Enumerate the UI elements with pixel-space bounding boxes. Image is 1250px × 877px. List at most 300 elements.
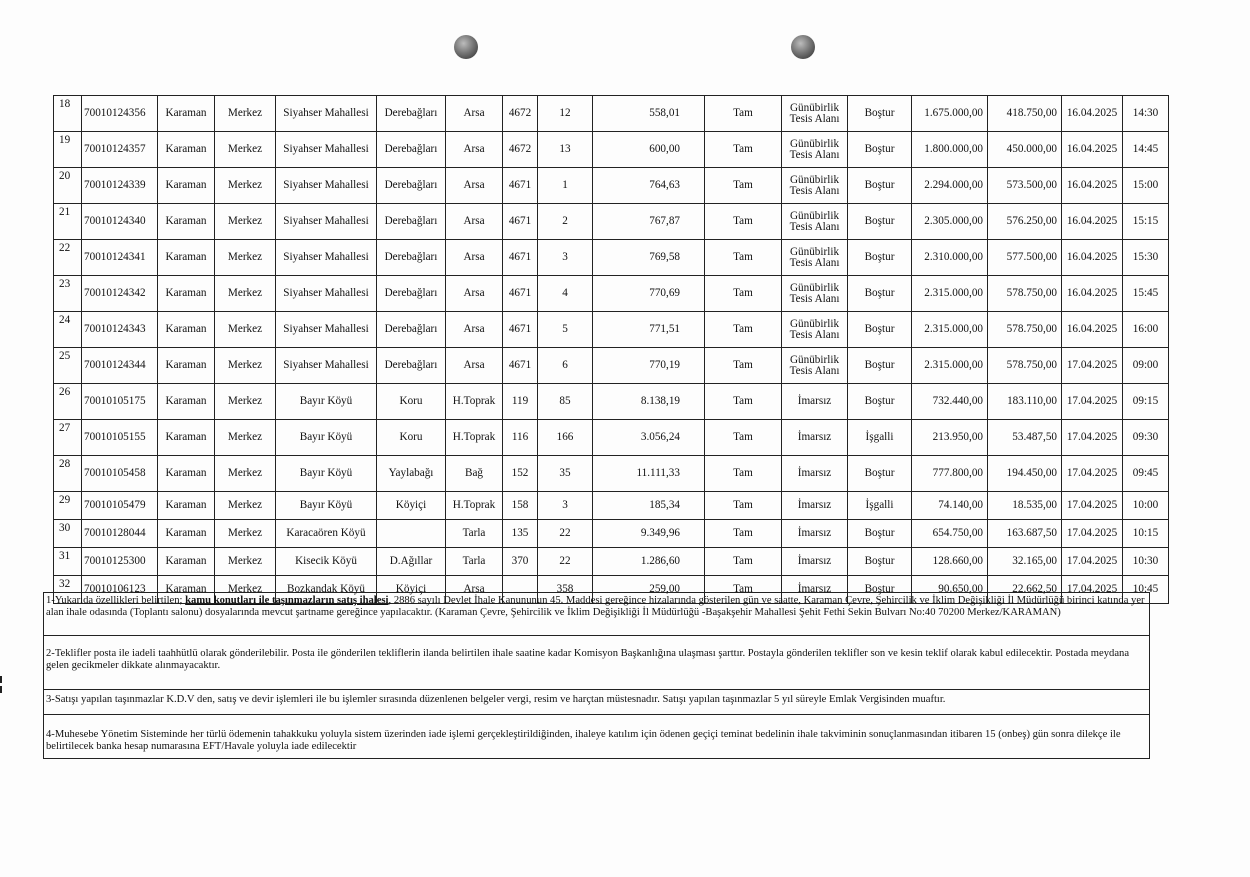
block-number-cell: 4672 (503, 132, 538, 168)
status-cell: Boştur (848, 576, 912, 604)
note-1-text: , 2886 sayılı Devlet İhale Kanununun 45. Maddesi gereğince hizalarında gösterilen gün ve saatte, Karaman Çevre, Şehircilik ve İklim Değişikliği İl Müdürlüğü birinci katında yer alan ihale odasında (Toplantı salonu) dosyalarında mevcut şartname gereğince yapılacaktır. (Karaman Çevre, Şehircilik ve İklim Değişikliği İl Müdürlüğü -Başakşehir Mahallesi Şehit Fethi Sekin Bulvarı No:40 70200 Merkez/KARAMAN) (46, 595, 1145, 618)
share-cell: Tam (705, 276, 782, 312)
row-number-cell: 25 (54, 348, 82, 384)
status-cell: Boştur (848, 312, 912, 348)
property-type-cell: Arsa (446, 576, 503, 604)
auction-date-cell: 17.04.2025 (1062, 456, 1123, 492)
table-row (54, 312, 1169, 348)
share-cell: Tam (705, 548, 782, 576)
table-row (54, 520, 1169, 548)
province-cell: Karaman (158, 132, 215, 168)
area-cell: 770,69 (593, 276, 705, 312)
area-cell: 259,00 (593, 576, 705, 604)
parcel-number-cell: 12 (538, 96, 593, 132)
neighbourhood-cell: Karacaören Köyü (276, 520, 377, 548)
zoning-line: İmarsız (797, 583, 832, 595)
share-cell: Tam (705, 492, 782, 520)
area-cell: 11.111,33 (593, 456, 705, 492)
deposit-cell: 578.750,00 (988, 276, 1062, 312)
registry-number-cell: 70010105175 (82, 384, 158, 420)
auction-notes (43, 592, 1150, 759)
table-row (54, 384, 1169, 420)
province-cell: Karaman (158, 168, 215, 204)
block-number-cell: 119 (503, 384, 538, 420)
registry-number-cell: 70010128044 (82, 520, 158, 548)
parcel-number-cell: 358 (538, 576, 593, 604)
registry-number-cell: 70010105479 (82, 492, 158, 520)
zoning-line: Günübirlik (789, 173, 840, 186)
table-row (54, 492, 1169, 520)
property-type-cell: Arsa (446, 132, 503, 168)
zoning-line: Tesis Alanı (789, 112, 840, 125)
zoning-cell (782, 548, 848, 576)
zoning-line: Günübirlik (789, 209, 840, 222)
auction-date-cell: 16.04.2025 (1062, 240, 1123, 276)
row-number-cell: 26 (54, 384, 82, 420)
share-cell: Tam (705, 384, 782, 420)
locality-cell: Derebağları (377, 132, 446, 168)
district-cell: Merkez (215, 520, 276, 548)
property-type-cell: Tarla (446, 520, 503, 548)
estimated-value-cell: 90.650,00 (912, 576, 988, 604)
parcel-number-cell: 4 (538, 276, 593, 312)
note-4: 4-Muhesebe Yönetim Sisteminde her türlü ödemenin tahakkuku yoluyla sistem üzerinden iade işlemi gerçekleştirildiğinden, ihaleye katılım için ödenen geçiçi teminat bedelinin ihale takviminin sonuçlanmasından itibaren 15 (onbeş) gün sonra dilekçe ile belirtilecek banka hesap numarasına EFT/Havale yoluyla iade edilecektir (44, 715, 1149, 759)
zoning-cell (782, 456, 848, 492)
locality-cell: Yaylabağı (377, 456, 446, 492)
status-cell: Boştur (848, 276, 912, 312)
zoning-line: Günübirlik (789, 101, 840, 114)
auction-time-cell: 10:45 (1123, 576, 1169, 604)
auction-time-cell: 15:30 (1123, 240, 1169, 276)
auction-time-cell: 14:30 (1123, 96, 1169, 132)
row-number-cell: 30 (54, 520, 82, 548)
neighbourhood-cell: Bayır Köyü (276, 456, 377, 492)
block-number-cell: 135 (503, 520, 538, 548)
neighbourhood-cell: Bayır Köyü (276, 384, 377, 420)
parcel-number-cell: 85 (538, 384, 593, 420)
zoning-cell (782, 204, 848, 240)
auction-time-cell: 16:00 (1123, 312, 1169, 348)
estimated-value-cell: 2.310.000,00 (912, 240, 988, 276)
auction-date-cell: 17.04.2025 (1062, 520, 1123, 548)
share-cell: Tam (705, 348, 782, 384)
deposit-cell: 573.500,00 (988, 168, 1062, 204)
district-cell: Merkez (215, 168, 276, 204)
parcel-number-cell: 35 (538, 456, 593, 492)
zoning-line: İmarsız (797, 431, 832, 443)
block-number-cell: 4671 (503, 276, 538, 312)
deposit-cell: 18.535,00 (988, 492, 1062, 520)
registry-number-cell: 70010124344 (82, 348, 158, 384)
neighbourhood-cell: Bozkandak Köyü (276, 576, 377, 604)
share-cell: Tam (705, 312, 782, 348)
estimated-value-cell: 128.660,00 (912, 548, 988, 576)
neighbourhood-cell: Siyahser Mahallesi (276, 276, 377, 312)
table-row (54, 240, 1169, 276)
province-cell: Karaman (158, 492, 215, 520)
parcel-number-cell: 13 (538, 132, 593, 168)
estimated-value-cell: 1.800.000,00 (912, 132, 988, 168)
row-number-cell: 31 (54, 548, 82, 576)
auction-date-cell: 16.04.2025 (1062, 312, 1123, 348)
district-cell: Merkez (215, 204, 276, 240)
locality-cell: Derebağları (377, 204, 446, 240)
zoning-cell (782, 348, 848, 384)
auction-date-cell: 16.04.2025 (1062, 168, 1123, 204)
zoning-line: Tesis Alanı (789, 292, 840, 305)
locality-cell: Derebağları (377, 348, 446, 384)
zoning-line: Tesis Alanı (789, 328, 840, 341)
scan-edge-mark (0, 686, 2, 693)
deposit-cell: 576.250,00 (988, 204, 1062, 240)
deposit-cell: 578.750,00 (988, 312, 1062, 348)
property-type-cell: Arsa (446, 96, 503, 132)
zoning-cell (782, 520, 848, 548)
district-cell: Merkez (215, 456, 276, 492)
locality-cell: Derebağları (377, 168, 446, 204)
zoning-line: Günübirlik (789, 137, 840, 150)
note-1-emphasis: kamu konutları ile taşınmazların satış ihalesi (185, 595, 389, 606)
row-number-cell: 29 (54, 492, 82, 520)
status-cell: Boştur (848, 520, 912, 548)
parcel-number-cell: 3 (538, 240, 593, 276)
area-cell: 1.286,60 (593, 548, 705, 576)
status-cell: Boştur (848, 348, 912, 384)
property-type-cell: Arsa (446, 240, 503, 276)
auction-date-cell: 17.04.2025 (1062, 548, 1123, 576)
estimated-value-cell: 2.315.000,00 (912, 276, 988, 312)
parcel-number-cell: 1 (538, 168, 593, 204)
deposit-cell: 578.750,00 (988, 348, 1062, 384)
district-cell: Merkez (215, 384, 276, 420)
district-cell: Merkez (215, 96, 276, 132)
status-cell: Boştur (848, 456, 912, 492)
province-cell: Karaman (158, 312, 215, 348)
auction-date-cell: 17.04.2025 (1062, 576, 1123, 604)
deposit-cell: 577.500,00 (988, 240, 1062, 276)
deposit-cell: 163.687,50 (988, 520, 1062, 548)
table-row (54, 168, 1169, 204)
locality-cell: Derebağları (377, 240, 446, 276)
zoning-line: Günübirlik (789, 317, 840, 330)
table-row (54, 276, 1169, 312)
status-cell: Boştur (848, 168, 912, 204)
property-type-cell: H.Toprak (446, 384, 503, 420)
auction-time-cell: 14:45 (1123, 132, 1169, 168)
row-number-cell: 18 (54, 96, 82, 132)
auction-time-cell: 10:00 (1123, 492, 1169, 520)
zoning-line: İmarsız (797, 467, 832, 479)
province-cell: Karaman (158, 420, 215, 456)
neighbourhood-cell: Siyahser Mahallesi (276, 204, 377, 240)
table-row (54, 204, 1169, 240)
locality-cell: Derebağları (377, 96, 446, 132)
share-cell: Tam (705, 96, 782, 132)
parcel-number-cell: 22 (538, 520, 593, 548)
property-type-cell: H.Toprak (446, 492, 503, 520)
area-cell: 9.349,96 (593, 520, 705, 548)
area-cell: 767,87 (593, 204, 705, 240)
zoning-line: Günübirlik (789, 353, 840, 366)
deposit-cell: 32.165,00 (988, 548, 1062, 576)
district-cell: Merkez (215, 132, 276, 168)
auction-time-cell: 09:45 (1123, 456, 1169, 492)
estimated-value-cell: 777.800,00 (912, 456, 988, 492)
row-number-cell: 32 (54, 576, 82, 604)
deposit-cell: 22.662,50 (988, 576, 1062, 604)
auction-date-cell: 16.04.2025 (1062, 132, 1123, 168)
status-cell: Boştur (848, 240, 912, 276)
auction-time-cell: 15:15 (1123, 204, 1169, 240)
estimated-value-cell: 213.950,00 (912, 420, 988, 456)
note-1 (44, 593, 1149, 636)
locality-cell: D.Ağıllar (377, 548, 446, 576)
auction-date-cell: 16.04.2025 (1062, 96, 1123, 132)
estimated-value-cell: 2.305.000,00 (912, 204, 988, 240)
punch-hole-right (791, 35, 815, 59)
share-cell: Tam (705, 132, 782, 168)
zoning-cell (782, 384, 848, 420)
deposit-cell: 450.000,00 (988, 132, 1062, 168)
status-cell: Boştur (848, 132, 912, 168)
district-cell: Merkez (215, 576, 276, 604)
status-cell: Boştur (848, 548, 912, 576)
block-number-cell: 116 (503, 420, 538, 456)
property-type-cell: Tarla (446, 548, 503, 576)
table-row (54, 420, 1169, 456)
scan-edge-mark (0, 676, 2, 683)
block-number-cell: 4671 (503, 168, 538, 204)
province-cell: Karaman (158, 348, 215, 384)
auction-time-cell: 10:15 (1123, 520, 1169, 548)
registry-number-cell: 70010105155 (82, 420, 158, 456)
area-cell: 8.138,19 (593, 384, 705, 420)
province-cell: Karaman (158, 204, 215, 240)
row-number-cell: 21 (54, 204, 82, 240)
zoning-line: Günübirlik (789, 245, 840, 258)
property-auction-table (53, 95, 1169, 604)
district-cell: Merkez (215, 548, 276, 576)
row-number-cell: 27 (54, 420, 82, 456)
zoning-line: İmarsız (797, 555, 832, 567)
parcel-number-cell: 2 (538, 204, 593, 240)
zoning-cell (782, 420, 848, 456)
province-cell: Karaman (158, 276, 215, 312)
deposit-cell: 194.450,00 (988, 456, 1062, 492)
zoning-line: İmarsız (797, 499, 832, 511)
province-cell: Karaman (158, 548, 215, 576)
area-cell: 3.056,24 (593, 420, 705, 456)
zoning-line: Tesis Alanı (789, 148, 840, 161)
auction-date-cell: 17.04.2025 (1062, 348, 1123, 384)
row-number-cell: 22 (54, 240, 82, 276)
province-cell: Karaman (158, 240, 215, 276)
auction-time-cell: 15:45 (1123, 276, 1169, 312)
district-cell: Merkez (215, 276, 276, 312)
district-cell: Merkez (215, 312, 276, 348)
share-cell: Tam (705, 204, 782, 240)
table-row (54, 96, 1169, 132)
status-cell: Boştur (848, 96, 912, 132)
block-number-cell: 4672 (503, 96, 538, 132)
area-cell: 558,01 (593, 96, 705, 132)
block-number-cell: 4671 (503, 312, 538, 348)
parcel-number-cell: 3 (538, 492, 593, 520)
neighbourhood-cell: Siyahser Mahallesi (276, 348, 377, 384)
share-cell: Tam (705, 456, 782, 492)
row-number-cell: 23 (54, 276, 82, 312)
auction-time-cell: 09:30 (1123, 420, 1169, 456)
zoning-cell (782, 240, 848, 276)
registry-number-cell: 70010124340 (82, 204, 158, 240)
property-type-cell: Arsa (446, 312, 503, 348)
note-3: 3-Satışı yapılan taşınmazlar K.D.V den, satış ve devir işlemleri ile bu işlemler sırasında düzenlenen belgeler vergi, resim ve harçtan müstesnadır. Satışı yapılan taşınmazlar 5 yıl süreyle Emlak Vergisinden muaftır. (44, 690, 1149, 715)
estimated-value-cell: 74.140,00 (912, 492, 988, 520)
estimated-value-cell: 1.675.000,00 (912, 96, 988, 132)
registry-number-cell: 70010124357 (82, 132, 158, 168)
share-cell: Tam (705, 576, 782, 604)
parcel-number-cell: 22 (538, 548, 593, 576)
share-cell: Tam (705, 168, 782, 204)
punch-hole-left (454, 35, 478, 59)
auction-time-cell: 15:00 (1123, 168, 1169, 204)
zoning-cell (782, 312, 848, 348)
neighbourhood-cell: Bayır Köyü (276, 492, 377, 520)
status-cell: İşgalli (848, 492, 912, 520)
block-number-cell: 158 (503, 492, 538, 520)
locality-cell: Köyiçi (377, 576, 446, 604)
row-number-cell: 24 (54, 312, 82, 348)
neighbourhood-cell: Siyahser Mahallesi (276, 132, 377, 168)
block-number-cell: 4671 (503, 240, 538, 276)
zoning-cell (782, 168, 848, 204)
province-cell: Karaman (158, 576, 215, 604)
area-cell: 770,19 (593, 348, 705, 384)
auction-date-cell: 16.04.2025 (1062, 204, 1123, 240)
province-cell: Karaman (158, 520, 215, 548)
share-cell: Tam (705, 520, 782, 548)
registry-number-cell: 70010106123 (82, 576, 158, 604)
area-cell: 769,58 (593, 240, 705, 276)
registry-number-cell: 70010124356 (82, 96, 158, 132)
locality-cell: Köyiçi (377, 492, 446, 520)
deposit-cell: 418.750,00 (988, 96, 1062, 132)
row-number-cell: 19 (54, 132, 82, 168)
auction-time-cell: 10:30 (1123, 548, 1169, 576)
district-cell: Merkez (215, 348, 276, 384)
locality-cell: Koru (377, 420, 446, 456)
estimated-value-cell: 2.315.000,00 (912, 348, 988, 384)
deposit-cell: 53.487,50 (988, 420, 1062, 456)
block-number-cell: 152 (503, 456, 538, 492)
zoning-line: Günübirlik (789, 281, 840, 294)
locality-cell: Koru (377, 384, 446, 420)
note-2: 2-Teklifler posta ile iadeli taahhütlü olarak gönderilebilir. Posta ile gönderilen tekliflerin ilanda belirtilen ihale saatine kadar Komisyon Başkanlığına ulaşması şarttır. Postayla gönderilen teklifler son ve kesin teklif olarak kabul edilecektir. Postada meydana gelen gecikmeler dikkate alınmayacaktır. (44, 636, 1149, 690)
property-type-cell: Arsa (446, 348, 503, 384)
block-number-cell: 4671 (503, 204, 538, 240)
property-type-cell: Arsa (446, 168, 503, 204)
share-cell: Tam (705, 240, 782, 276)
zoning-line: Tesis Alanı (789, 220, 840, 233)
share-cell: Tam (705, 420, 782, 456)
zoning-cell (782, 96, 848, 132)
auction-time-cell: 09:15 (1123, 384, 1169, 420)
estimated-value-cell: 2.315.000,00 (912, 312, 988, 348)
parcel-number-cell: 5 (538, 312, 593, 348)
estimated-value-cell: 732.440,00 (912, 384, 988, 420)
parcel-number-cell: 166 (538, 420, 593, 456)
status-cell: İşgalli (848, 420, 912, 456)
table-row (54, 548, 1169, 576)
locality-cell: Derebağları (377, 312, 446, 348)
neighbourhood-cell: Bayır Köyü (276, 420, 377, 456)
area-cell: 600,00 (593, 132, 705, 168)
status-cell: Boştur (848, 204, 912, 240)
province-cell: Karaman (158, 456, 215, 492)
registry-number-cell: 70010124342 (82, 276, 158, 312)
row-number-cell: 20 (54, 168, 82, 204)
locality-cell: Derebağları (377, 276, 446, 312)
zoning-line: İmarsız (797, 527, 832, 539)
area-cell: 185,34 (593, 492, 705, 520)
registry-number-cell: 70010105458 (82, 456, 158, 492)
zoning-line: Tesis Alanı (789, 256, 840, 269)
block-number-cell: 370 (503, 548, 538, 576)
province-cell: Karaman (158, 96, 215, 132)
auction-date-cell: 17.04.2025 (1062, 492, 1123, 520)
registry-number-cell: 70010124343 (82, 312, 158, 348)
zoning-line: İmarsız (797, 395, 832, 407)
neighbourhood-cell: Kisecik Köyü (276, 548, 377, 576)
estimated-value-cell: 654.750,00 (912, 520, 988, 548)
row-number-cell: 28 (54, 456, 82, 492)
estimated-value-cell: 2.294.000,00 (912, 168, 988, 204)
property-type-cell: Arsa (446, 204, 503, 240)
district-cell: Merkez (215, 420, 276, 456)
zoning-cell (782, 132, 848, 168)
neighbourhood-cell: Siyahser Mahallesi (276, 312, 377, 348)
status-cell: Boştur (848, 384, 912, 420)
note-1-prefix: 1-Yukarıda özellikleri belirtilen; (46, 595, 186, 606)
table-row (54, 348, 1169, 384)
auction-date-cell: 17.04.2025 (1062, 420, 1123, 456)
property-type-cell: H.Toprak (446, 420, 503, 456)
zoning-line: Tesis Alanı (789, 364, 840, 377)
district-cell: Merkez (215, 240, 276, 276)
neighbourhood-cell: Siyahser Mahallesi (276, 168, 377, 204)
locality-cell (377, 520, 446, 548)
province-cell: Karaman (158, 384, 215, 420)
area-cell: 771,51 (593, 312, 705, 348)
auction-time-cell: 09:00 (1123, 348, 1169, 384)
area-cell: 764,63 (593, 168, 705, 204)
property-type-cell: Arsa (446, 276, 503, 312)
zoning-line: Tesis Alanı (789, 184, 840, 197)
district-cell: Merkez (215, 492, 276, 520)
auction-date-cell: 16.04.2025 (1062, 276, 1123, 312)
zoning-cell (782, 276, 848, 312)
block-number-cell: 4671 (503, 348, 538, 384)
property-type-cell: Bağ (446, 456, 503, 492)
auction-date-cell: 17.04.2025 (1062, 384, 1123, 420)
neighbourhood-cell: Siyahser Mahallesi (276, 96, 377, 132)
registry-number-cell: 70010124339 (82, 168, 158, 204)
table-row (54, 132, 1169, 168)
table-row (54, 456, 1169, 492)
parcel-number-cell: 6 (538, 348, 593, 384)
zoning-cell (782, 492, 848, 520)
registry-number-cell: 70010124341 (82, 240, 158, 276)
